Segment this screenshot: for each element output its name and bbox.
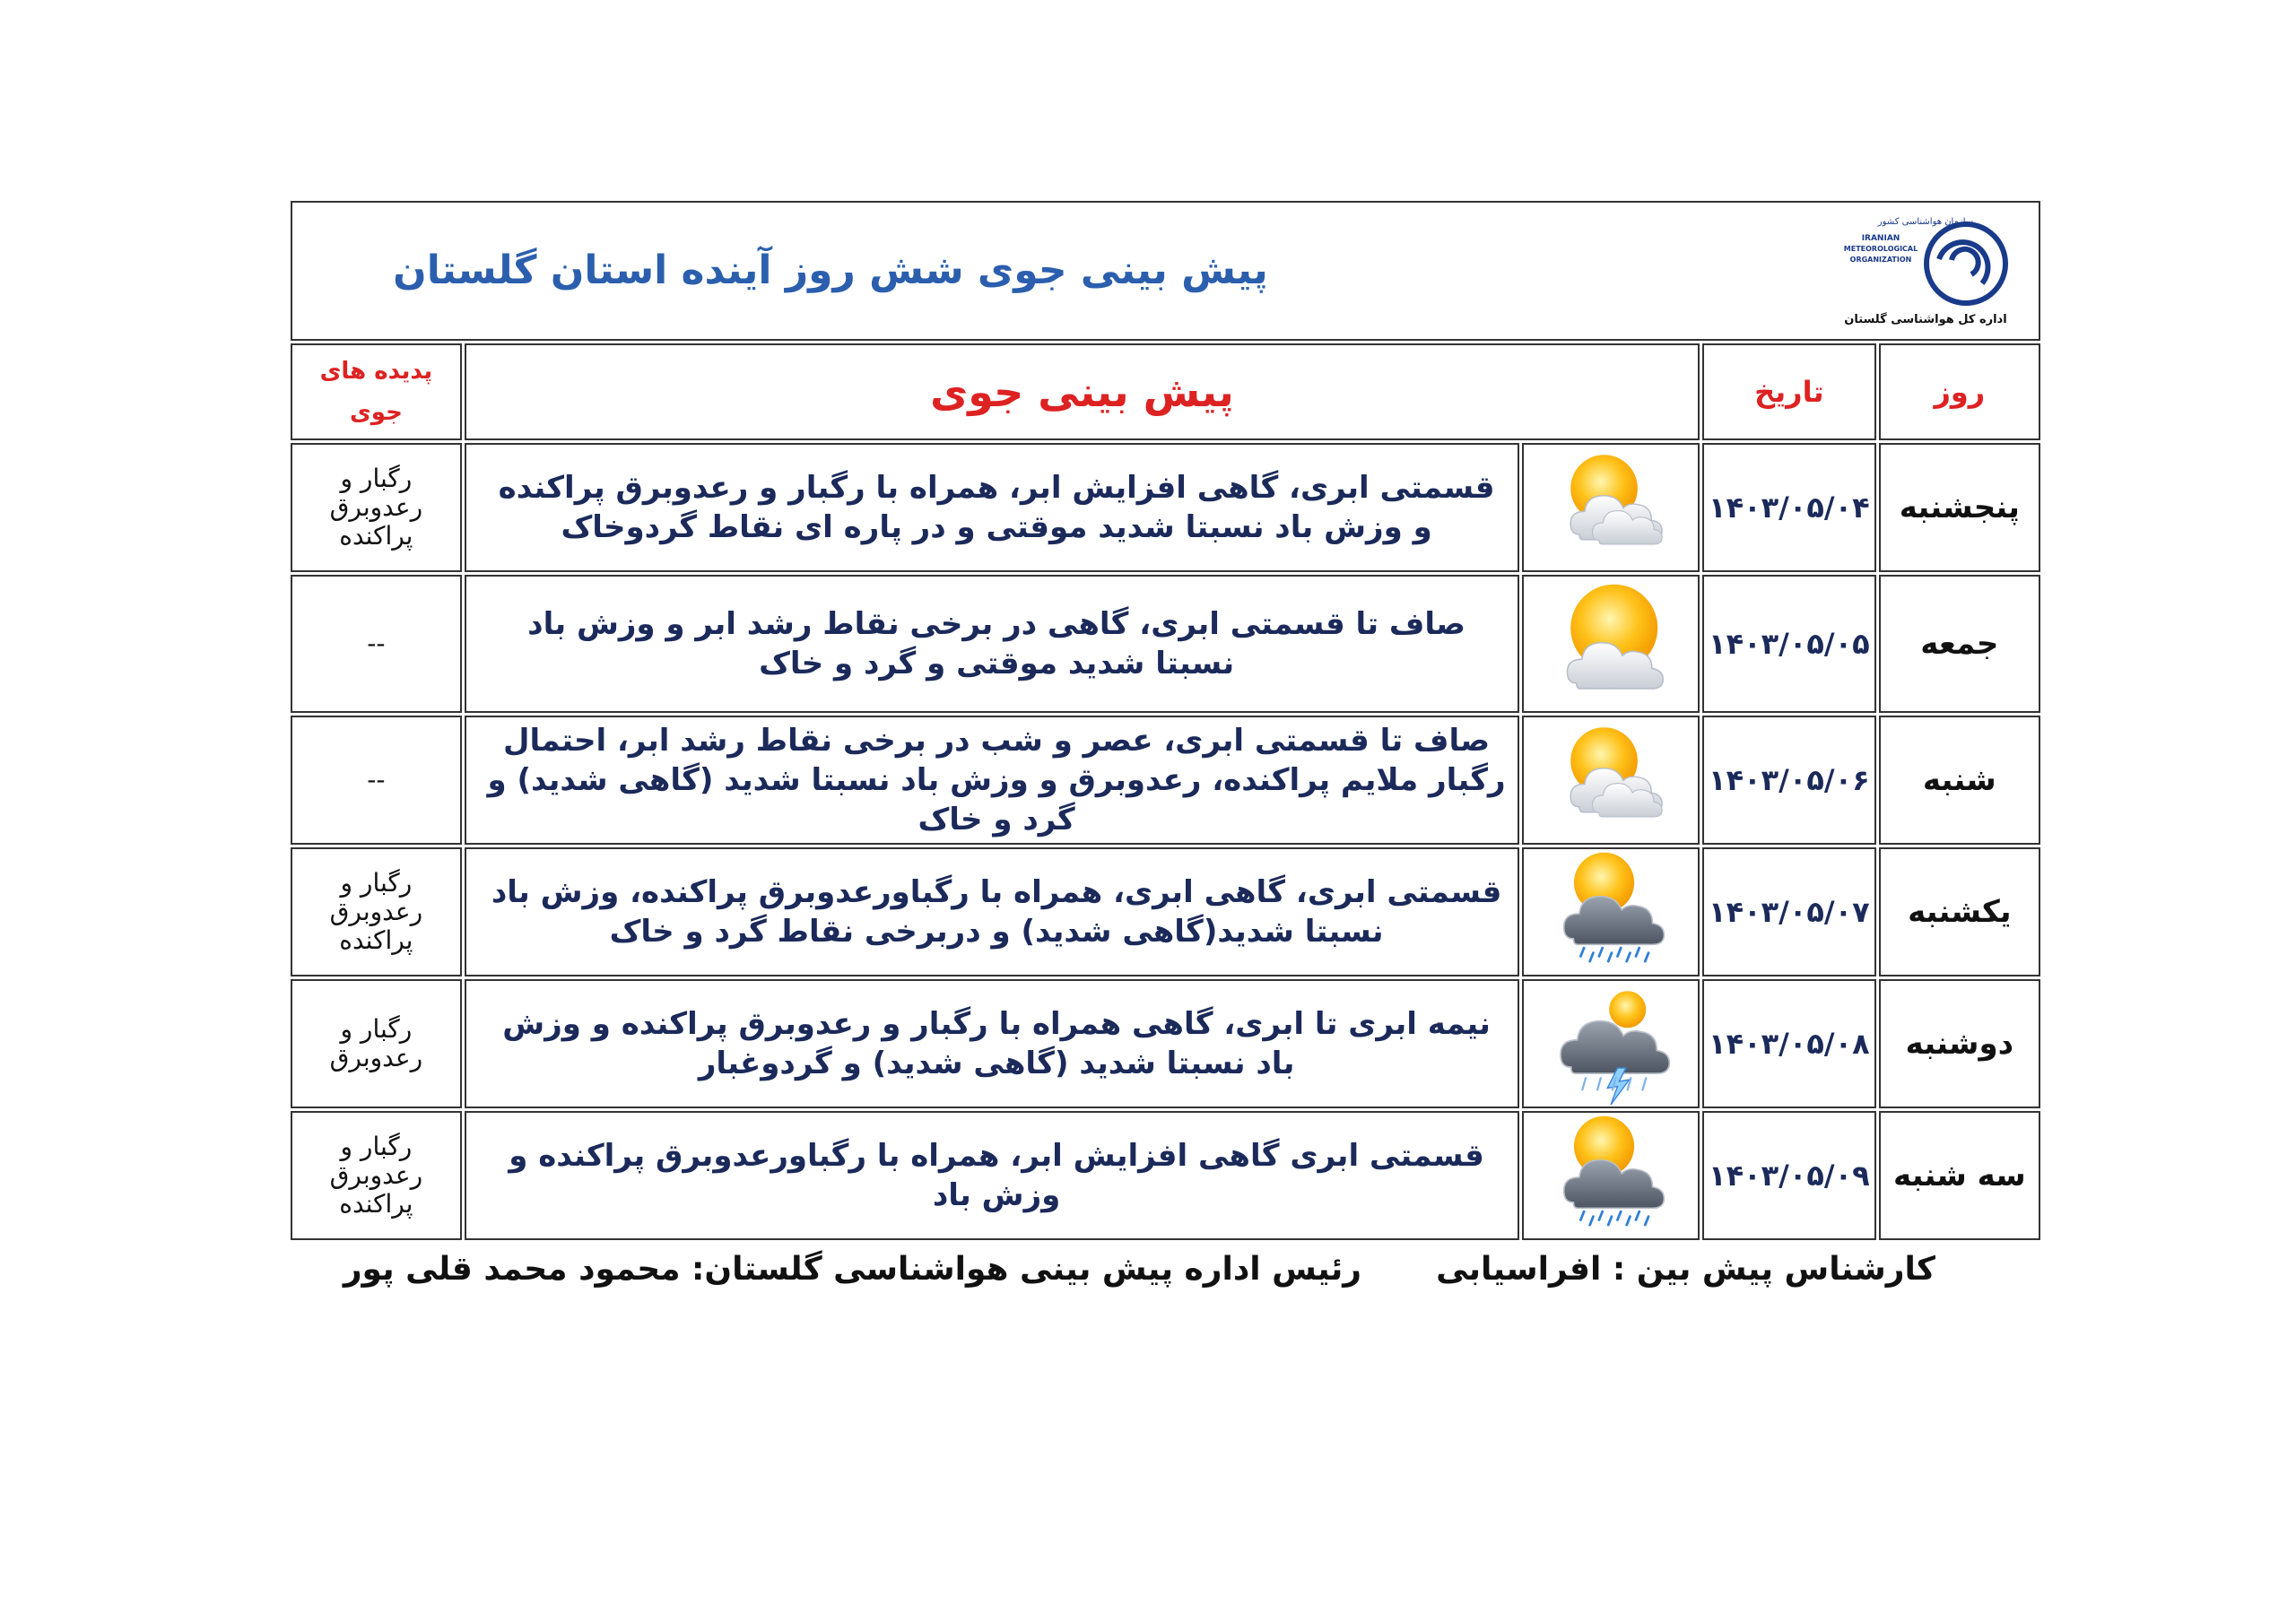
date-cell: ۱۴۰۳/۰۵/۰۵: [1702, 575, 1876, 713]
forecast-description: قسمتی ابری، گاهی افزایش ابر، همراه با رگبار و رعدوبرق پراکنده و وزش باد نسبتا شدید موقتی و در پاره ای نقاط گردوخاک: [465, 443, 1520, 572]
page-title: پیش بینی جوی شش روز آینده استان گلستان: [393, 247, 1268, 293]
forecast-row: [291, 1111, 2040, 1240]
footer: [288, 1251, 2043, 1305]
column-header-phenomena: پدیده های جوی: [291, 343, 462, 440]
thunderstorm-icon: [1539, 981, 1683, 1107]
logo-text-en-2: METEOROLOGICAL: [1843, 245, 1918, 253]
forecast-description: صاف تا قسمتی ابری، گاهی در برخی نقاط رشد ابر و وزش باد نسبتا شدید موقتی و گرد و خاک: [465, 575, 1520, 713]
logo-text-en-1: IRANIAN: [1861, 234, 1900, 243]
forecast-row: [291, 443, 2040, 572]
phenomena-cell: --: [291, 575, 462, 713]
department-head-signature: رئیس اداره پیش بینی هواشناسی گلستان: محمود محمد قلی پور: [343, 1251, 1361, 1288]
day-cell: پنجشنبه: [1879, 443, 2040, 572]
forecast-row: [291, 979, 2040, 1108]
banner: [291, 201, 2040, 341]
day-cell: شنبه: [1879, 716, 2040, 845]
logo-text-en-3: ORGANIZATION: [1849, 256, 1912, 264]
forecast-description: قسمتی ابری گاهی افزایش ابر، همراه با رگباورعدوبرق پراکنده و وزش باد: [465, 1111, 1520, 1240]
weather-icon-cell: [1522, 716, 1700, 845]
forecaster-signature: کارشناس پیش بین : افراسیابی: [1436, 1251, 1935, 1288]
date-cell: ۱۴۰۳/۰۵/۰۴: [1702, 443, 1876, 572]
day-cell: یکشنبه: [1879, 847, 2040, 976]
logo-caption: اداره کل هواشناسی گلستان: [1844, 313, 2007, 326]
forecast-description: صاف تا قسمتی ابری، عصر و شب در برخی نقاط رشد ابر، احتمال رگبار ملایم پراکنده، رعدوبرق و وزش باد نسبتا شدید (گاهی شدید) و گرد و خاک: [465, 716, 1520, 845]
forecast-row: [291, 716, 2040, 845]
weather-icon-cell: [1522, 979, 1700, 1108]
phenomena-cell: رگبار و رعدوبرق پراکنده: [291, 847, 462, 976]
forecast-table: [288, 198, 2043, 1243]
date-cell: ۱۴۰۳/۰۵/۰۶: [1702, 716, 1876, 845]
phenomena-cell: رگبار و رعدوبرق: [291, 979, 462, 1108]
logo-text-top: سازمان هواشناسی کشور: [1877, 217, 1974, 227]
sun-cloud-icon: [1539, 581, 1683, 707]
sun-cloud-rain-icon: [1539, 1113, 1683, 1238]
weather-icon-cell: [1522, 847, 1700, 976]
date-cell: ۱۴۰۳/۰۵/۰۷: [1702, 847, 1876, 976]
weather-icon-cell: [1522, 1111, 1700, 1240]
column-header-day: روز: [1879, 343, 2040, 440]
iran-meteorological-organization-logo: [1827, 212, 2024, 328]
column-header-forecast: پیش بینی جوی: [465, 343, 1700, 440]
day-cell: دوشنبه: [1879, 979, 2040, 1108]
phenomena-cell: رگبار و رعدوبرق پراکنده: [291, 1111, 462, 1240]
phenomena-cell: رگبار و رعدوبرق پراکنده: [291, 443, 462, 572]
day-cell: سه شنبه: [1879, 1111, 2040, 1240]
partly-cloudy-icon: [1539, 445, 1683, 570]
forecast-row: [291, 575, 2040, 713]
column-header-date: تاریخ: [1702, 343, 1876, 440]
forecast-description: نیمه ابری تا ابری، گاهی همراه با رگبار و رعدوبرق پراکنده و وزش باد نسبتا شدید (گاهی شدید) و گردوغبار: [465, 979, 1520, 1108]
forecast-description: قسمتی ابری، گاهی ابری، همراه با رگباورعدوبرق پراکنده، وزش باد نسبتا شدید(گاهی شدید) و دربرخی نقاط گرد و خاک: [465, 847, 1520, 976]
phenomena-cell: --: [291, 716, 462, 845]
partly-cloudy-icon: [1539, 717, 1683, 843]
weather-icon-cell: [1522, 575, 1700, 713]
date-cell: ۱۴۰۳/۰۵/۰۹: [1702, 1111, 1876, 1240]
weather-icon-cell: [1522, 443, 1700, 572]
forecast-row: [291, 847, 2040, 976]
date-cell: ۱۴۰۳/۰۵/۰۸: [1702, 979, 1876, 1108]
sun-cloud-rain-icon: [1539, 849, 1683, 975]
day-cell: جمعه: [1879, 575, 2040, 713]
